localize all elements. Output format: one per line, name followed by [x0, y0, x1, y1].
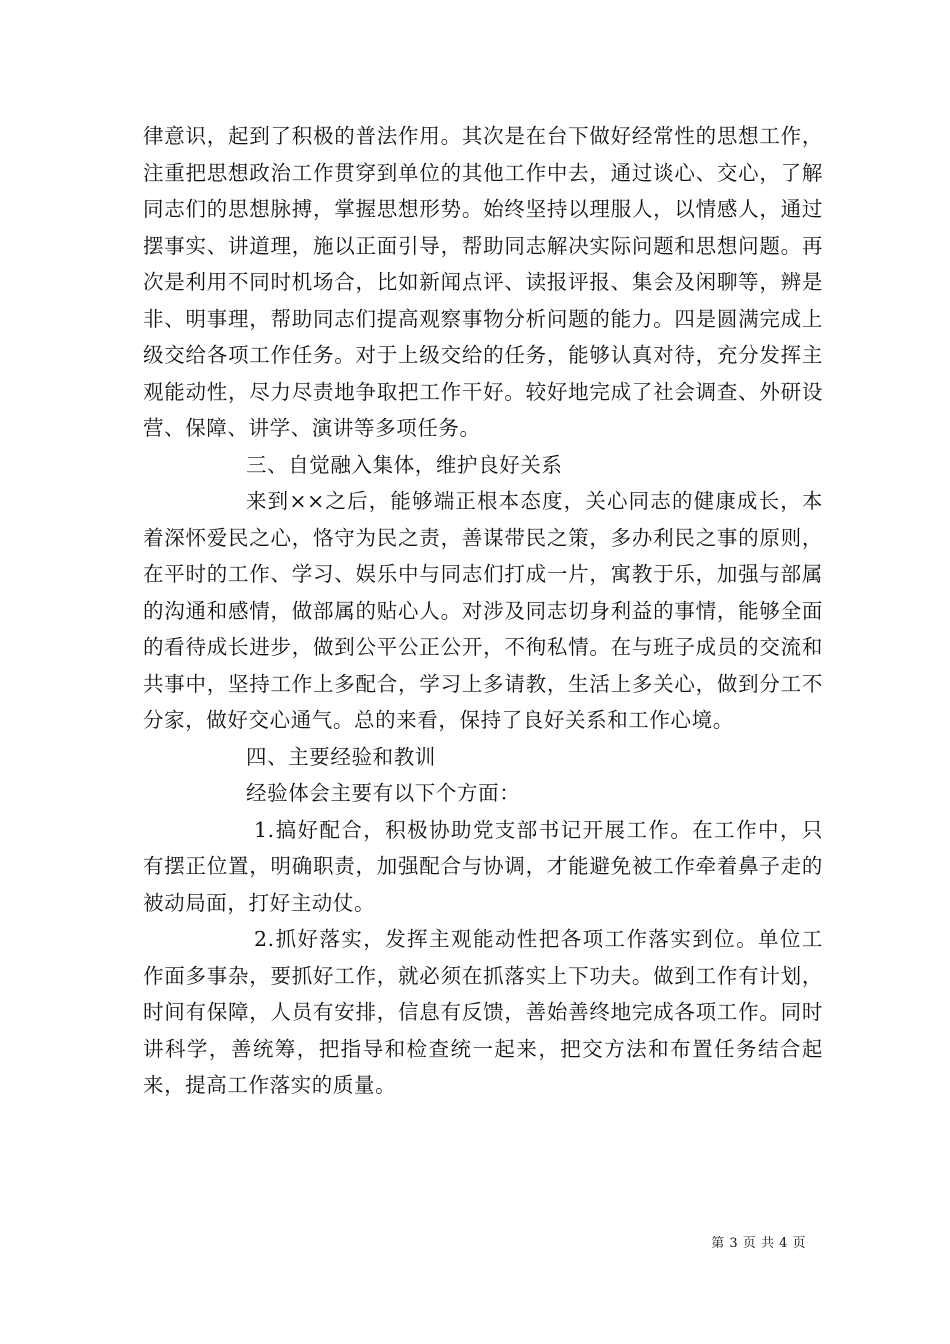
section-heading-3: 三、自觉融入集体，维护良好关系 — [246, 452, 563, 477]
paragraph-continued: 律意识，起到了积极的普法作用。其次是在台下做好经常性的思想工作，注重把思想政治工作贯穿到单位的其他工作中去，通过谈心、交心，了解同志们的思想脉搏，掌握思想形势。始终坚持以理服人，以情感人，通过摆事实、讲道理，施以正面引导，帮助同志解决实际问题和思想问题。再次是利用不同时机场合，比如新闻点评、读报评报、集会及闲聊等，辨是非、明事理，帮助同志们提高观察事物分析问题的能力。四是圆满完成上级交给各项工作任务。对于上级交给的任务，能够认真对待，充分发挥主观能动性，尽力尽责地争取把工作干好。较好地完成了社会调查、外研设营、保障、讲学、演讲等多项任务。 — [143, 124, 823, 440]
paragraph-intro: 经验体会主要有以下个方面： — [246, 781, 521, 805]
document-body — [143, 118, 823, 1104]
page-number-footer: 第 3 页 共 4 页 — [711, 1236, 806, 1251]
numbered-item-1: 1.搞好配合，积极协助党支部书记开展工作。在工作中，只有摆正位置，明确职责，加强配合与协调，才能避免被工作牵着鼻子走的被动局面，打好主动仗。 — [143, 817, 823, 915]
paragraph-section-3: 来到××之后，能够端正根本态度，关心同志的健康成长，本着深怀爱民之心，恪守为民之责，善谋带民之策，多办利民之事的原则，在平时的工作、学习、娱乐中与同志们打成一片，寓教于乐，加强与部属的沟通和感情，做部属的贴心人。对涉及同志切身利益的事情，能够全面的看待成长进步，做到公平公正公开，不徇私情。在与班子成员的交流和共事中，坚持工作上多配合，学习上多请教，生活上多关心，做到分工不分家，做好交心通气。总的来看，保持了良好关系和工作心境。 — [143, 489, 823, 732]
numbered-item-2: 2.抓好落实，发挥主观能动性把各项工作落实到位。单位工作面多事杂，要抓好工作，就必须在抓落实上下功夫。做到工作有计划，时间有保障，人员有安排，信息有反馈，善始善终地完成各项工作。同时讲科学，善统筹，把指导和检查统一起来，把交方法和布置任务结合起来，提高工作落实的质量。 — [143, 927, 823, 1097]
section-heading-4: 四、主要经验和教训 — [246, 744, 436, 769]
